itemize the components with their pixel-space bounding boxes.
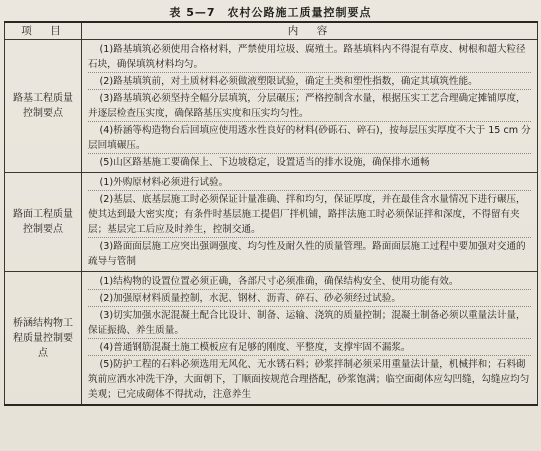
header-content: 内 容 <box>82 22 538 40</box>
list-item: (3)路基填筑必须坚持全幅分层填筑，分层碾压；严格控制含水量，根据压实工艺合理确定摊铺厚度，并逐层检查压实度，确保路基压实度和压实均匀性。 <box>88 89 531 121</box>
header-item: 项 目 <box>5 22 82 40</box>
section-content <box>82 40 538 173</box>
quality-control-table <box>4 21 538 406</box>
table-row-roadbed <box>5 40 538 173</box>
list-item: (1)外购原材料必须进行试验。 <box>99 177 229 188</box>
list-item: (1)结构物的设置位置必须正确，各部尺寸必须准确，确保结构安全、使用功能有效。 <box>99 276 459 287</box>
table-header-row <box>5 22 538 40</box>
list-item: (5)防护工程的石料必须选用无风化、无水锈石料；砂浆拌制必须采用重量法计量，机械拌和；石料砌筑前应洒水冲洗干净，大面朝下，丁顺面按规范合理搭配，砂浆饱满；临空面砌体应勾凹缝，勾缝应均匀美观；已完成砌体不得扰动，注意养生 <box>88 355 531 402</box>
list-item: (4)桥涵等构造物台后回填应使用透水性良好的材料(砂砾石、碎石)，按每层压实厚度不大于 15 cm 分层回填碾压。 <box>88 121 531 153</box>
list-item: (5)山区路基施工要确保上、下边坡稳定，设置适当的排水设施，确保排水通畅 <box>88 153 531 170</box>
list-item: (4)普通钢筋混凝土施工模板应有足够的刚度、平整度，支撑牢固不漏浆。 <box>88 338 531 355</box>
section-content <box>82 173 538 272</box>
list-item: (2)基层、底基层施工时必须保证计量准确、拌和均匀，保证厚度，并在最佳含水量情况下进行碾压，使其达到最大密实度；有条件时基层施工提倡厂拌机铺，路拌法施工时必须保证拌和深度，不得留有夹层；基层完工后应及时养生，控制交通。 <box>88 190 531 237</box>
section-content <box>82 272 538 406</box>
section-label: 路基工程质量控制要点 <box>5 40 82 173</box>
list-item: (2)加强原材料质量控制，水泥、钢材、沥青、碎石、砂必须经过试验。 <box>88 289 531 306</box>
table-title: 表 5—7 农村公路施工质量控制要点 <box>169 6 372 19</box>
section-label: 桥涵结构物工程质量控制要点 <box>5 272 82 406</box>
list-item: (1)路基填筑必须使用合格材料，严禁使用垃圾、腐殖土。路基填料内不得混有草皮、树根和超大粒径石块，确保填筑材料均匀。 <box>88 44 526 70</box>
table-row-pavement <box>5 173 538 272</box>
table-row-bridge-culvert <box>5 272 538 406</box>
list-item: (3)路面面层施工应突出强调强度、均匀性及耐久性的质量管理。路面面层施工过程中要加强对交通的疏导与管制 <box>88 237 531 269</box>
list-item: (3)切实加强水泥混凝土配合比设计、制备、运输、浇筑的质量控制；混凝土制备必须以重量法计量，保证振捣、养生质量。 <box>88 306 531 338</box>
list-item: (2)路基填筑前，对土质材料必须做液塑限试验，确定土类和塑性指数，确定其填筑性能。 <box>88 72 531 89</box>
section-label: 路面工程质量控制要点 <box>5 173 82 272</box>
